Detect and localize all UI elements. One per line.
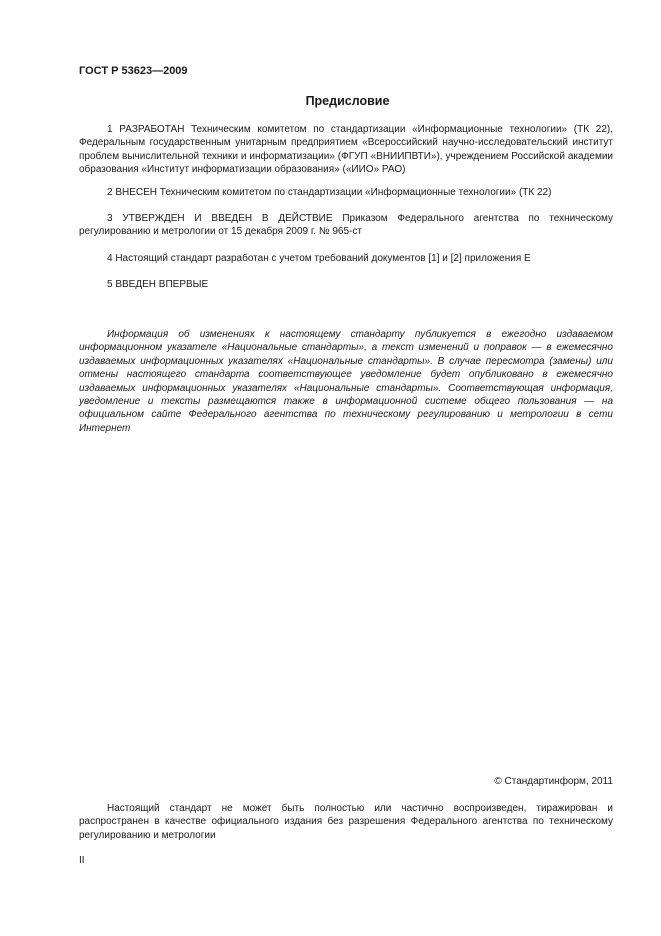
info-notice xyxy=(79,328,613,435)
copyright: © Стандартинформ, 2011 xyxy=(494,776,613,787)
foreword-item-5-text: 5 ВВЕДЕН ВПЕРВЫЕ xyxy=(107,279,209,290)
foreword-item-3-text: 3 УТВЕРЖДЕН И ВВЕДЕН В ДЕЙСТВИЕ Приказом Федерального агентства по техническому регулированию и метрологии от 15 декабря 2009 г. № 965-ст xyxy=(79,213,613,238)
foreword-item-4 xyxy=(79,252,613,265)
foreword-item-3 xyxy=(79,212,613,239)
foreword-item-2 xyxy=(79,186,613,199)
reproduction-notice-text: Настоящий стандарт не может быть полностью или частично воспроизведен, тиражирован и распространен в качестве официального издания без разрешения Федерального агентства по техническому регулированию и метрологии xyxy=(79,803,613,841)
page-number: II xyxy=(79,855,85,866)
reproduction-notice xyxy=(79,802,613,842)
section-title: Предисловие xyxy=(305,94,390,108)
foreword-item-2-text: 2 ВНЕСЕН Техническим комитетом по стандартизации «Информационные технологии» (ТК 22) xyxy=(107,187,552,198)
foreword-item-5 xyxy=(79,278,613,291)
info-notice-text: Информация об изменениях к настоящему стандарту публикуется в ежегодно издаваемом информационном указателе «Национальные стандарты», а текст изменений и поправок — в ежемесячно издаваемых информационных указателях «Национальные стандарты». В случае пересмотра (замены) или отмены настоящего стандарта соответствующее уведомление будет опубликовано в ежемесячно издаваемых информационных указателях «Национальные стандарты». Соответствующая информация, уведомление и тексты размещаются также в информационной системе общего пользования — на официальном сайте Федерального агентства по техническому регулированию и метрологии в сети Интернет xyxy=(79,329,613,434)
document-id: ГОСТ Р 53623—2009 xyxy=(79,65,188,77)
foreword-item-4-text: 4 Настоящий стандарт разработан с учетом требований документов [1] и [2] приложения Е xyxy=(107,253,531,264)
foreword-item-1-text: 1 РАЗРАБОТАН Техническим комитетом по стандартизации «Информационные технологии» (ТК 22), Федеральным государственным унитарным предприятием «Всероссийский научно-исследовательский институт проблем вычислительной техники и информатизации» (ФГУП «ВНИИПВТИ»), учреждением Российской академии образования «Институт информатизации образования» («ИИО» РАО) xyxy=(79,124,613,176)
foreword-item-1 xyxy=(79,123,613,177)
